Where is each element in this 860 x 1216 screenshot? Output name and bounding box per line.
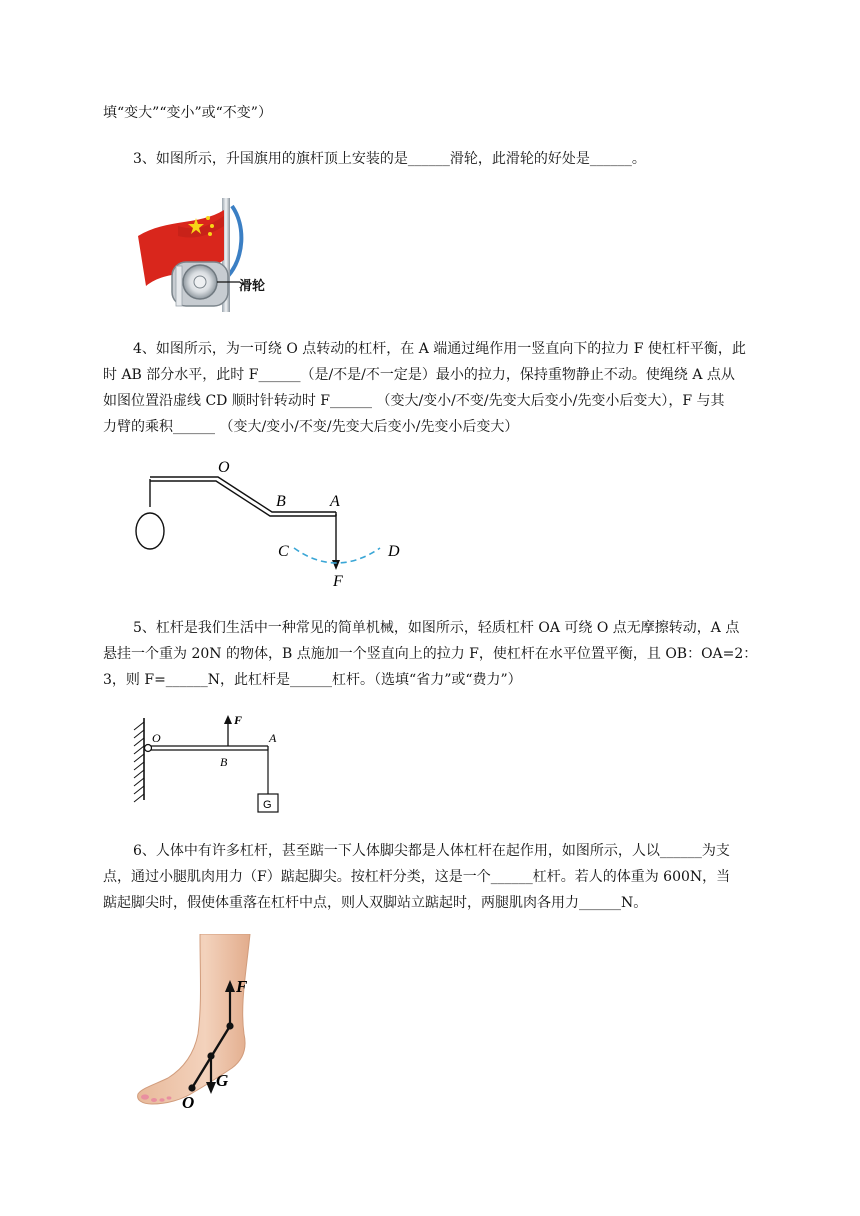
pivot-o [145,745,152,752]
lever-figure-q5 [128,712,288,816]
label-o: O [152,731,161,745]
label-o: O [218,459,230,476]
force-f-arrow [224,715,232,724]
label-b: B [276,493,286,510]
question-4-line-1: 4、如图所示，为一可绕 O 点转动的杠杆，在 A 端通过绳作用一竖直向下的拉力 F 使杠杆平衡，此 [133,341,746,357]
label-g: G [216,1071,229,1090]
label-b: B [220,755,228,769]
weight-g-arrow [206,1082,216,1094]
hanging-weight [136,513,164,549]
pulley-label: 滑轮 [239,279,266,294]
flagpole-pulley-figure [128,196,278,312]
question-6-line-1: 6、人体中有许多杠杆，甚至踮一下人体脚尖都是人体杠杆在起作用，如图所示，人以______为支 [133,843,730,859]
lever-figure-q4 [130,452,420,592]
label-g: G [263,799,272,811]
label-d: D [388,543,400,560]
question-6-line-3: 踮起脚尖时，假使体重落在杠杆中点，则人双脚站立踮起时，两腿肌肉各用力______N。 [103,895,648,911]
foot-lever-figure [128,934,278,1112]
continuation-text: 填“变大”“变小”或“不变”） [103,105,272,121]
label-a: A [269,731,277,745]
question-5 [103,615,763,693]
foot-silhouette [138,934,250,1104]
label-f: F [333,573,343,590]
question-6-line-2: 点，通过小腿肌肉用力（F）踮起脚尖。按杠杆分类，这是一个______杠杆。若人的体重为 600N，当 [103,869,731,885]
label-o: O [182,1093,195,1112]
question-6 [103,838,763,916]
question-4-line-3: 如图位置沿虚线 CD 顺时针转动时 F______ （变大/变小/不变/先变大后变小/先变小后变大），F 与其 [103,393,725,409]
label-c: C [278,543,289,560]
label-f: F [234,713,243,727]
question-3 [103,146,763,172]
question-3-text: 3、如图所示，升国旗用的旗杆顶上安装的是______滑轮，此滑轮的好处是______。 [133,151,646,167]
question-4 [103,336,763,440]
question-5-line-1: 5、杠杆是我们生活中一种常见的简单机械，如图所示，轻质杠杆 OA 可绕 O 点无摩擦转动，A 点 [133,620,740,636]
lever-outer-line [150,477,336,512]
continuation-line [103,100,763,126]
label-a: A [330,493,340,510]
label-f: F [236,977,248,996]
lever-inner-line [150,481,336,516]
question-4-line-4: 力臂的乘积______ （变大/变小/不变/先变大后变小/先变小后变大） [103,419,519,435]
question-4-line-2: 时 AB 部分水平，此时 F______（是/不是/不一定是）最小的拉力，保持重物静止不动。使绳绕 A 点从 [103,367,735,383]
question-5-line-3: 3，则 F=______N，此杠杆是______杠杆。（选填“省力”或“费力”） [103,672,522,688]
question-5-line-2: 悬挂一个重为 20N 的物体，B 点施加一个竖直向上的拉力 F，使杠杆在水平位置平衡，且 OB：OA=2： [103,646,758,662]
toenail [141,1094,149,1099]
force-arrow [332,560,340,570]
rope-arc [228,206,241,276]
